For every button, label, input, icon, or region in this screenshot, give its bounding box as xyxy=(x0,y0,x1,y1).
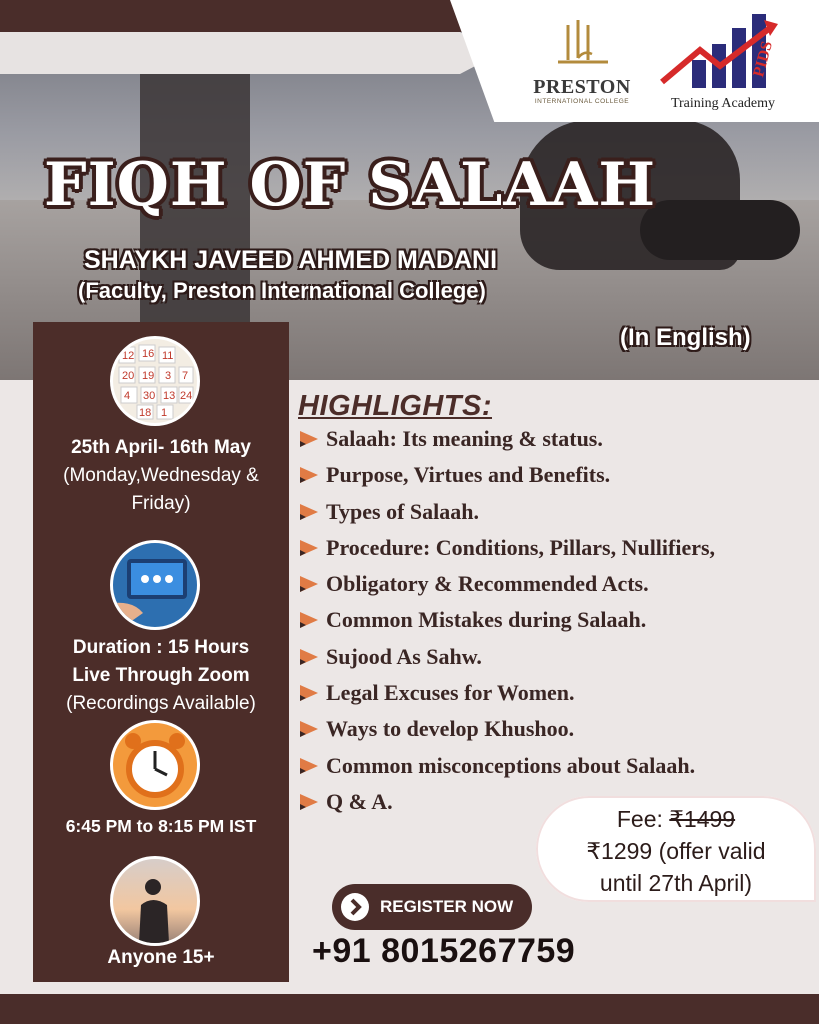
svg-text:13: 13 xyxy=(163,390,176,402)
bullet-arrow-icon xyxy=(298,501,320,523)
highlight-item xyxy=(298,642,715,678)
highlight-text: Procedure: Conditions, Pillars, Nullifiers, xyxy=(326,534,716,560)
chevron-right-icon xyxy=(341,893,369,921)
svg-text:11: 11 xyxy=(162,350,174,362)
svg-text:18: 18 xyxy=(139,407,152,419)
speaker-affiliation: (Faculty, Preston International College) xyxy=(78,278,486,303)
pids-mark-text: PIDS xyxy=(750,39,776,79)
pids-logo-text: Training Academy xyxy=(670,96,776,111)
bullet-arrow-icon xyxy=(298,755,320,777)
svg-text:4: 4 xyxy=(124,390,131,402)
speaker-name: SHAYKH JAVEED AHMED MADANI xyxy=(84,246,498,274)
pids-logo-chart xyxy=(660,10,780,90)
fee-label: Fee: xyxy=(616,806,663,832)
highlights-list xyxy=(298,424,715,823)
register-now-button[interactable] xyxy=(332,884,532,930)
highlight-item xyxy=(298,460,715,496)
fee-old-price: ₹1499 xyxy=(669,806,736,832)
page-title: FIQH OF SALAAH xyxy=(44,150,657,220)
highlight-text: Legal Excuses for Women. xyxy=(326,680,575,706)
person-silhouette-icon xyxy=(110,856,200,946)
laptop-zoom-icon xyxy=(110,540,200,630)
highlight-item xyxy=(298,424,715,460)
bullet-arrow-icon xyxy=(298,718,320,740)
course-platform: Live Through Zoom xyxy=(72,665,250,686)
highlights-heading: HIGHLIGHTS: xyxy=(298,390,492,422)
highlight-text: Common Mistakes during Salaah. xyxy=(326,607,647,633)
course-time: 6:45 PM to 8:15 PM IST xyxy=(65,816,257,836)
highlight-text: Q & A. xyxy=(326,788,393,814)
svg-text:1: 1 xyxy=(161,407,168,419)
top-banner-bar xyxy=(0,0,480,32)
highlight-item xyxy=(298,751,715,787)
bullet-arrow-icon xyxy=(298,464,320,486)
svg-text:30: 30 xyxy=(143,390,156,402)
highlight-item xyxy=(298,497,715,533)
register-now-label: REGISTER NOW xyxy=(380,897,514,916)
bullet-arrow-icon xyxy=(298,609,320,631)
fee-box xyxy=(536,796,816,902)
highlight-item xyxy=(298,605,715,641)
svg-text:20: 20 xyxy=(122,370,135,382)
highlight-text: Types of Salaah. xyxy=(326,498,480,524)
calendar-icon xyxy=(110,336,200,426)
fee-offer-line1: ₹1299 (offer valid xyxy=(586,838,766,864)
svg-text:12: 12 xyxy=(122,350,135,362)
bullet-arrow-icon xyxy=(298,791,320,813)
highlight-text: Purpose, Virtues and Benefits. xyxy=(326,462,611,488)
highlight-text: Salaah: Its meaning & status. xyxy=(326,426,603,451)
highlight-item xyxy=(298,678,715,714)
highlight-text: Sujood As Sahw. xyxy=(326,643,482,669)
bullet-arrow-icon xyxy=(298,537,320,559)
highlight-item xyxy=(298,569,715,605)
phone-number[interactable]: +91 8015267759 xyxy=(312,932,576,970)
preston-logo-subtext: INTERNATIONAL COLLEGE xyxy=(534,98,630,105)
bottom-banner-bar xyxy=(0,994,819,1024)
course-recordings: (Recordings Available) xyxy=(66,693,256,714)
preston-logo-mark xyxy=(548,20,618,70)
top-banner-stripe xyxy=(0,32,500,74)
language-label: (In English) xyxy=(620,324,751,351)
highlight-item xyxy=(298,533,715,569)
bullet-arrow-icon xyxy=(298,428,320,450)
course-dates: 25th April- 16th May xyxy=(71,437,251,458)
course-duration: Duration : 15 Hours xyxy=(72,637,250,658)
highlight-text: Common misconceptions about Salaah. xyxy=(326,752,696,778)
svg-text:16: 16 xyxy=(142,348,155,360)
eligibility: Anyone 15+ xyxy=(107,947,215,968)
svg-text:3: 3 xyxy=(165,370,172,382)
preston-logo-text: PRESTON xyxy=(533,76,631,98)
course-days: (Monday,Wednesday & Friday) xyxy=(63,465,259,514)
fee-offer-line2: until 27th April) xyxy=(599,870,753,896)
svg-text:19: 19 xyxy=(142,370,155,382)
bullet-arrow-icon xyxy=(298,573,320,595)
svg-text:7: 7 xyxy=(182,370,189,382)
svg-text:24: 24 xyxy=(180,390,193,402)
alarm-clock-icon xyxy=(110,720,200,810)
highlight-item xyxy=(298,714,715,750)
bullet-arrow-icon xyxy=(298,682,320,704)
bullet-arrow-icon xyxy=(298,646,320,668)
highlight-text: Ways to develop Khushoo. xyxy=(326,716,575,742)
highlight-text: Obligatory & Recommended Acts. xyxy=(326,571,649,597)
